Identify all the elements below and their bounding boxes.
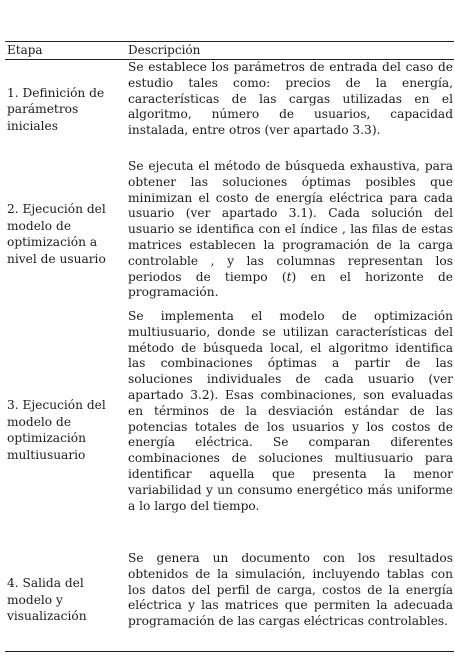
stage-cell (5, 551, 128, 649)
stage-cell (5, 309, 128, 551)
table-row (5, 309, 454, 551)
table-row (5, 551, 454, 649)
table-header (5, 42, 454, 59)
stage-label: 2. Ejecución del modelo de optimización a nivel de usuario (7, 202, 106, 266)
stage-label: 3. Ejecución del modelo de optimización multiusuario (7, 398, 106, 462)
stage-label: 1. Definición de parámetros iniciales (7, 85, 105, 133)
header-description: Descripción (128, 43, 201, 57)
stage-cell (5, 159, 128, 309)
description-cell: Se implementa el modelo de optimización multiusuario, donde se utilizan características del método de búsqueda local, el algoritmo identifica las combinaciones óptimas a partir de las soluciones individuales de cada usuario (ver apartado 3.2). Esas combinaciones, son evaluadas en términos de la desviación estándar de las potencias totales de los usuarios y los costos de energía eléctrica. Se comparan diferentes combinaciones de soluciones multiusuario para identificar aquella que presenta la menor variabilidad y un consumo energético más uniforme a lo largo del tiempo. (128, 309, 453, 513)
header-stage: Etapa (7, 43, 43, 57)
description-text: Se ejecuta el método de búsqueda exhaustiva, para obtener las soluciones óptimas posibles que minimizan el costo de energía eléctrica para cada usuario (ver apartado 3.1). Cada solución del usuario se identifica con el índice , las filas de estas matrices establecen la programación de la carga controlable , y las columnas representan los periodos de tiempo ( (128, 159, 453, 284)
time-variable: t (286, 269, 292, 284)
table-row (5, 159, 454, 309)
description-text-end: ) en el horizonte de programación. (128, 269, 453, 300)
stage-cell (5, 60, 128, 159)
stages-table (5, 41, 454, 652)
stage-label: 4. Salida del modelo y visualización (7, 576, 87, 624)
description-cell (128, 159, 454, 309)
description-cell: Se genera un documento con los resultados obtenidos de la simulación, incluyendo tablas con los datos del perfil de carga, costos de la energía eléctrica y las matrices que permiten la adecuada programación de las cargas eléctricas controlables. (128, 551, 453, 629)
bottom-rule (5, 651, 454, 652)
description-cell: Se establece los parámetros de entrada del caso de estudio tales como: precios de la energía, características de las cargas utilizadas en el algoritmo, número de usuarios, capacidad instalada, entre otros (ver apartado 3.3). (128, 60, 453, 138)
table-row (5, 60, 454, 159)
